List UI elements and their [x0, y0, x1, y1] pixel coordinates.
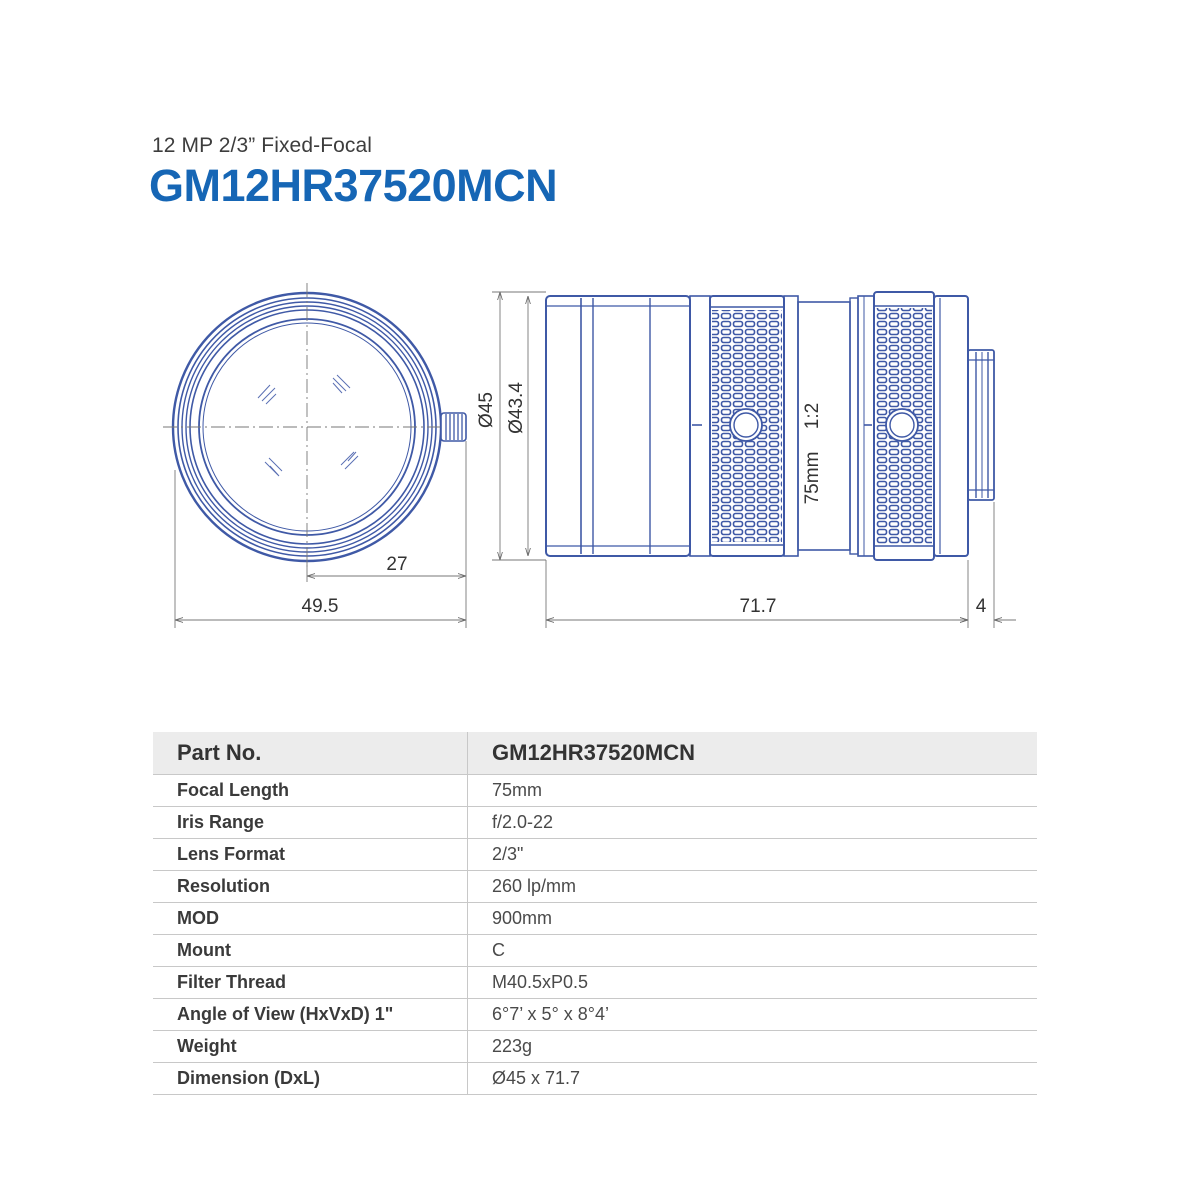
spec-key: Focal Length [153, 775, 468, 807]
spec-row [153, 903, 1037, 935]
spec-key: Iris Range [153, 807, 468, 839]
spec-table [153, 732, 1037, 1095]
dim-mount: 4 [975, 596, 987, 617]
front-view [163, 283, 466, 571]
dim-outer-diameter: Ø45 [476, 392, 497, 428]
barrel-focal-label: 75mm [802, 451, 823, 505]
spec-header-value: GM12HR37520MCN [468, 732, 1038, 775]
spec-value: 900mm [468, 903, 1038, 935]
barrel-front-section [546, 296, 690, 556]
spec-value: M40.5xP0.5 [468, 967, 1038, 999]
front-centerlines [163, 283, 452, 571]
dim-length: 71.7 [739, 596, 777, 617]
spec-value: C [468, 935, 1038, 967]
iris-ring-knurled [864, 292, 934, 560]
spec-value: 2/3" [468, 839, 1038, 871]
dim-front-width: 49.5 [301, 596, 339, 617]
spec-row [153, 935, 1037, 967]
spec-row [153, 775, 1037, 807]
focus-ring-knurled [690, 296, 784, 556]
glass-reflection-marks [258, 375, 358, 476]
spec-key: Lens Format [153, 839, 468, 871]
side-view [546, 292, 994, 560]
iris-lever-knob [441, 413, 466, 441]
spec-row [153, 1031, 1037, 1063]
spec-value: Ø45 x 71.7 [468, 1063, 1038, 1095]
product-subtitle: 12 MP 2/3” Fixed-Focal [152, 134, 373, 157]
spec-key: Dimension (DxL) [153, 1063, 468, 1095]
spec-key: Filter Thread [153, 967, 468, 999]
spec-value: 6°7’ x 5° x 8°4’ [468, 999, 1038, 1031]
spec-row [153, 999, 1037, 1031]
spec-header-key: Part No. [153, 732, 468, 775]
spec-header-row [153, 732, 1037, 775]
spec-value: 223g [468, 1031, 1038, 1063]
spec-row [153, 871, 1037, 903]
spec-key: Mount [153, 935, 468, 967]
spec-row [153, 1063, 1037, 1095]
spec-row [153, 967, 1037, 999]
c-mount-thread [968, 350, 994, 500]
spec-value: 260 lp/mm [468, 871, 1038, 903]
spec-key: MOD [153, 903, 468, 935]
barrel-middle-section [784, 296, 874, 556]
spec-row [153, 807, 1037, 839]
spec-value: f/2.0-22 [468, 807, 1038, 839]
spec-key: Resolution [153, 871, 468, 903]
barrel-rear-section [934, 296, 968, 556]
product-model-title: GM12HR37520MCN [149, 160, 558, 211]
spec-row [153, 839, 1037, 871]
dim-front-radius: 27 [386, 554, 408, 575]
dim-inner-diameter: Ø43.4 [506, 382, 527, 434]
spec-key: Weight [153, 1031, 468, 1063]
barrel-aperture-label: 1:2 [802, 402, 823, 430]
spec-key: Angle of View (HxVxD) 1" [153, 999, 468, 1031]
spec-value: 75mm [468, 775, 1038, 807]
